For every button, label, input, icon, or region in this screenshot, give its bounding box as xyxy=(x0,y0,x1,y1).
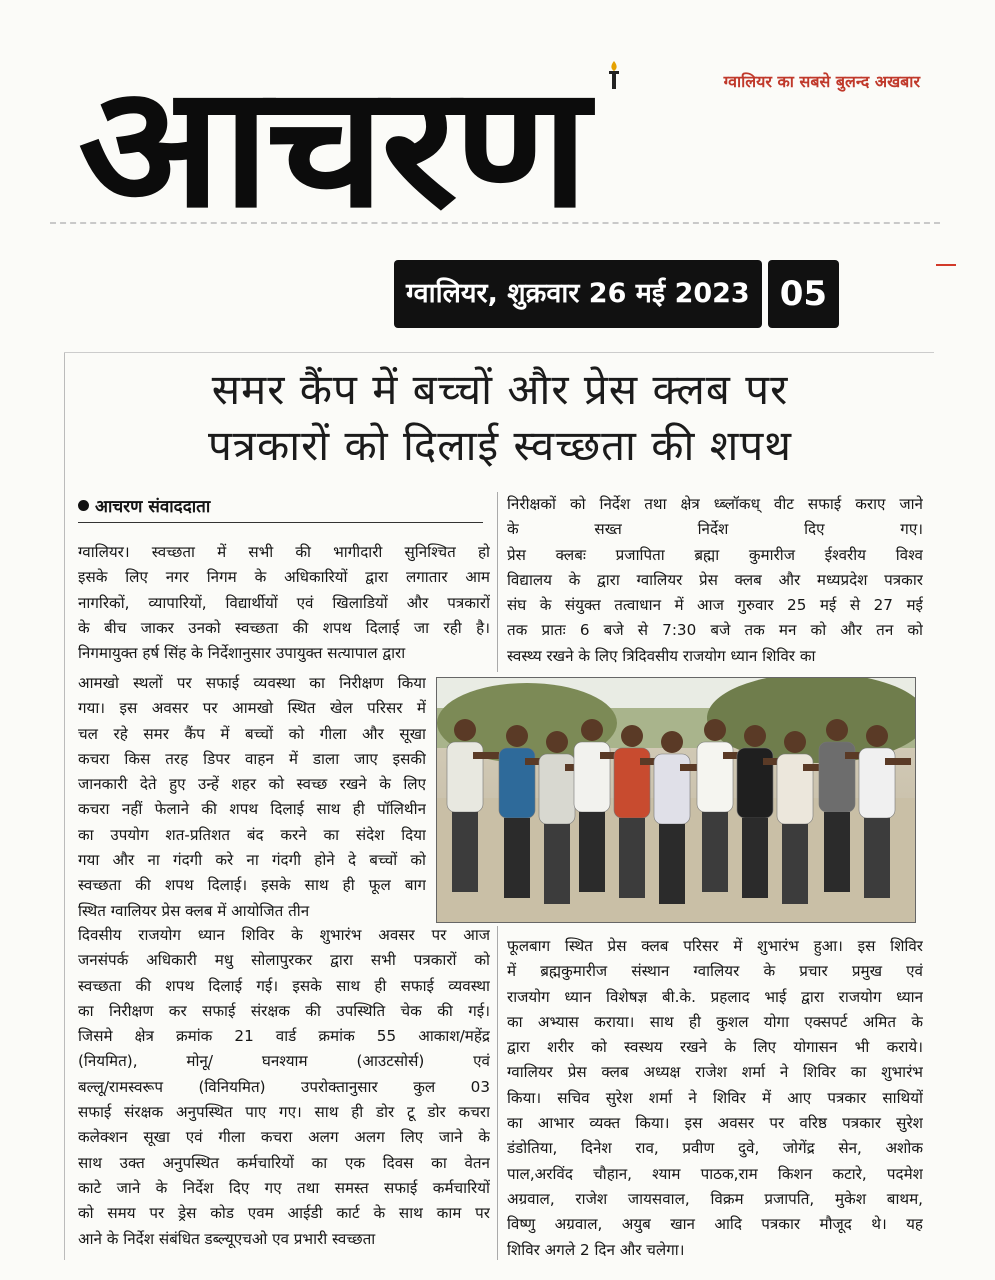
text-line: ग्वालियर प्रेस क्लब अध्यक्ष राजेश शर्मा ने शिविर का शुभारंभ xyxy=(507,1063,923,1082)
article-border-top xyxy=(64,352,934,353)
text-line: डंडोतिया, दिनेश राव, प्रवीण दुवे, जोगेंद्र सेन, अशोक xyxy=(507,1139,923,1158)
byline-text: आचरण संवाददाता xyxy=(95,497,211,517)
person-head xyxy=(581,719,603,741)
person-legs xyxy=(864,818,890,898)
text-line: अग्रवाल, राजेश जायसवाल, विक्रम प्रजापति, मुकेश बाथम, xyxy=(507,1189,923,1208)
text-line: स्वस्थ्य रखने के लिए त्रिदिवसीय राजयोग ध्यान शिविर का xyxy=(507,646,816,665)
text-line: शिविर अगले 2 दिन और चलेगा। xyxy=(507,1240,685,1259)
text-line: का उपयोग शत-प्रतिशत बंद करने का संदेश दिया xyxy=(78,825,426,844)
text-line: जनसंपर्क अधिकारी मधु सोलापुरकर द्वारा सभी पत्रकारों को xyxy=(78,951,490,970)
text-line: चल रहे समर कैंप में बच्चों को गीला और सूखा xyxy=(78,724,426,743)
column-divider xyxy=(497,926,498,1260)
text-line: दिवसीय राजयोग ध्यान शिविर के शुभारंभ अवसर पर आज xyxy=(78,926,490,944)
text-line: राजयोग ध्यान विशेषज्ञ बी.के. प्रहलाद भाई द्वारा राजयोग ध्यान xyxy=(507,987,923,1006)
article-border-left xyxy=(64,352,65,1260)
text-line: का आभार व्यक्त किया। इस अवसर पर वरिष्ठ पत्रकार सुरेश xyxy=(507,1114,923,1133)
person-legs xyxy=(619,818,645,898)
person-head xyxy=(784,731,806,753)
masthead-tagline: ग्वालियर का सबसे बुलन्द अखबार xyxy=(723,72,920,91)
page-number: 05 xyxy=(768,260,839,328)
article-column-left-top xyxy=(78,540,490,666)
bullet-icon xyxy=(78,500,89,511)
text-line: (नियमित), मोनू/ घनश्याम (आउटसोर्स) एवं xyxy=(78,1052,490,1071)
text-line: प्रेस क्लबः प्रजापिता ब्रह्मा कुमारीज ईश्वरीय विश्व xyxy=(507,545,923,564)
text-line: का निरीक्षण कर सफाई संरक्षक की उपस्थिति चेक की गई। xyxy=(78,1001,490,1020)
article-headline xyxy=(70,362,930,474)
headline-line-1: समर कैंप में बच्चों और प्रेस क्लब पर xyxy=(211,365,789,414)
text-line: ग्वालियर। स्वच्छता में सभी की भागीदारी सुनिश्चित हो xyxy=(78,543,490,561)
masthead xyxy=(60,42,940,252)
text-line: संघ के संयुक्त तत्वाधान में आज गुरुवार 25 मई से 27 मई xyxy=(507,596,923,615)
text-line: किया। सचिव सुरेश शर्मा ने शिविर में आए पत्रकार साथियों xyxy=(507,1088,923,1107)
text-line: को समय पर ड्रेस कोड एवम आईडी कार्ट के साथ काम पर xyxy=(78,1204,490,1223)
text-line: स्वच्छता की शपथ दिलाई गई। इसके साथ ही सफाई व्यवस्था xyxy=(78,976,490,995)
text-line: गया और ना गंदगी करे ना गंदगी होने दे बच्चों को xyxy=(78,851,426,870)
person-head xyxy=(826,719,848,741)
text-line: गया। इस अवसर पर आमखो स्थित खेल परिसर में xyxy=(78,699,426,718)
text-line: निरीक्षकों को निर्देश तथा क्षेत्र ध्ब्लॉकध् वीट सफाई कराए जाने xyxy=(507,495,923,513)
group-photo-icon xyxy=(437,678,915,922)
text-line: पाल,अरविंद चौहान, श्याम पाठक,राम किशन कटारे, पदमेश xyxy=(507,1164,923,1183)
newspaper-logo: आचरण xyxy=(78,49,585,245)
person-legs xyxy=(702,812,728,892)
person-head xyxy=(546,731,568,753)
text-line: तक प्रातः 6 बजे से 7:30 बजे तक मन को और तन को xyxy=(507,621,923,640)
text-line: स्थित ग्वालियर प्रेस क्लब में आयोजित तीन xyxy=(78,901,310,920)
text-line: जिसमे क्षेत्र क्रमांक 21 वार्ड क्रमांक 55 आकाश/महेंद्र xyxy=(78,1027,490,1046)
article-column-left-middle xyxy=(78,671,426,924)
text-line: निगमायुक्त हर्ष सिंह के निर्देशानुसार उपायुक्त सत्यापाल द्वारा xyxy=(78,644,406,663)
text-line: के सख्त निर्देश दिए गए। xyxy=(507,520,923,539)
person-legs xyxy=(504,818,530,898)
text-line: द्वारा शरीर को स्वस्थय रखने के लिए योगासन भी कराये। xyxy=(507,1038,923,1057)
text-line: इसके लिए नगर निगम के अधिकारियों द्वारा लगातार आम xyxy=(78,568,490,587)
torch-icon xyxy=(606,60,622,90)
dateline xyxy=(394,260,839,328)
text-line: विष्णु अग्रवाल, अयुब खान आदि पत्रकार मौजूद थे। यह xyxy=(507,1215,923,1234)
person-head xyxy=(621,725,643,747)
person-head xyxy=(661,731,683,753)
text-line: में ब्रह्मकुमारीज संस्थान ग्वालियर के प्रचार प्रमुख एवं xyxy=(507,962,923,981)
text-line: काटे जाने के निर्देश दिए गए तथा समस्त सफाई कर्मचारियों xyxy=(78,1178,490,1197)
article-column-right-bottom xyxy=(507,934,923,1263)
accent-line xyxy=(936,264,956,266)
article-column-right-top xyxy=(507,492,923,669)
text-line: सफाई संरक्षक अनुपस्थित पाए गए। साथ ही डोर टू डोर कचरा xyxy=(78,1103,490,1122)
news-photo xyxy=(436,677,916,923)
byline-divider xyxy=(78,522,483,523)
text-line: जानकारी देते हुए उन्हें शहर को स्वच्छ रखने के लिए xyxy=(78,775,426,794)
masthead-divider xyxy=(50,222,940,224)
text-line: स्वच्छता की शपथ दिलाई। इसके साथ ही फूल बाग xyxy=(78,876,426,895)
column-divider xyxy=(497,492,498,672)
text-line: साथ उक्त अनुपस्थित कर्मचारियों का एक दिवस का वेतन xyxy=(78,1153,490,1172)
person-head xyxy=(744,725,766,747)
person-legs xyxy=(824,812,850,892)
text-line: आमखो स्थलों पर सफाई व्यवस्था का निरीक्षण किया xyxy=(78,674,426,692)
person-legs xyxy=(452,812,478,892)
text-line: आने के निर्देश संबंधित डब्ल्यूएचओ एव प्रभारी स्वच्छता xyxy=(78,1229,376,1248)
text-line: विद्यालय के द्वारा ग्वालियर प्रेस क्लब और मध्यप्रदेश पत्रकार xyxy=(507,570,923,589)
headline-line-2: पत्रकारों को दिलाई स्वच्छता की शपथ xyxy=(207,421,793,470)
text-line: नागरिकों, व्यापारियों, विद्यार्थीयों एवं खिलाडियों और पत्रकारों xyxy=(78,593,490,612)
person-legs xyxy=(782,824,808,904)
text-line: बल्लू/रामस्वरूप (विनियमित) उपरोक्तानुसार कुल 03 xyxy=(78,1077,490,1096)
person-head xyxy=(454,719,476,741)
person-head xyxy=(866,725,888,747)
text-line: के बीच जाकर उनको स्वच्छता की शपथ दिलाई जा रही है। xyxy=(78,618,490,637)
article-column-left-bottom xyxy=(78,923,490,1252)
text-line: कलेक्शन सूखा एवं गीला कचरा अलग अलग लिए जाने के xyxy=(78,1128,490,1147)
text-line: फूलबाग स्थित प्रेस क्लब परिसर में शुभारंभ हुआ। इस शिविर xyxy=(507,937,923,955)
person-legs xyxy=(742,818,768,898)
text-line: कचरा किस तरह डिपर वाहन में डाला जाए इसकी xyxy=(78,749,426,768)
person-arm xyxy=(473,752,499,759)
person-arm xyxy=(885,758,911,765)
issue-date: ग्वालियर, शुक्रवार 26 मई 2023 xyxy=(394,260,762,328)
person-head xyxy=(704,719,726,741)
text-line: कचरा नहीं फेलाने की शपथ दिलाई साथ ही पॉलिथीन xyxy=(78,800,426,819)
person-legs xyxy=(659,824,685,904)
text-line: का अभ्यास कराया। साथ ही कुशल योगा एक्सपर्ट अमित के xyxy=(507,1012,923,1031)
byline xyxy=(78,494,210,517)
person-legs xyxy=(544,824,570,904)
person-legs xyxy=(579,812,605,892)
person-head xyxy=(506,725,528,747)
